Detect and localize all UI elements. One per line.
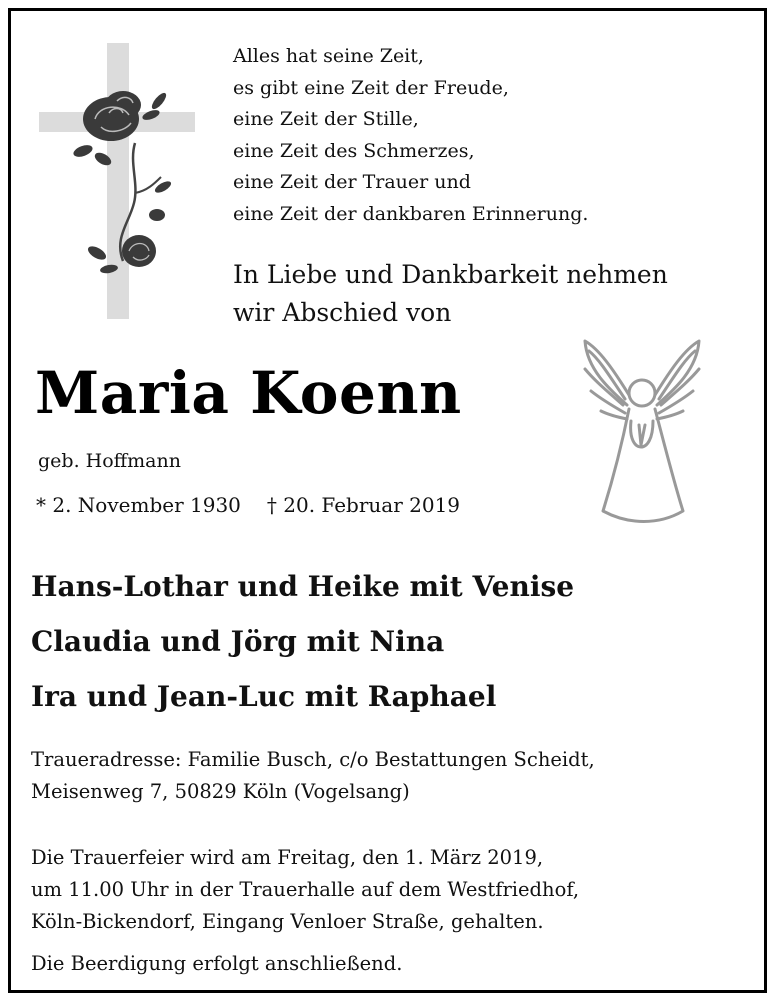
- address-line: Traueradresse: Familie Busch, c/o Bestattungen Scheidt,: [31, 748, 595, 771]
- mourner-line: Claudia und Jörg mit Nina: [31, 625, 445, 658]
- ceremony-line: Köln-Bickendorf, Eingang Venloer Straße, gehalten.: [31, 910, 544, 933]
- ceremony-line: um 11.00 Uhr in der Trauerhalle auf dem Westfriedhof,: [31, 878, 580, 901]
- ceremony-info: [31, 842, 579, 938]
- deceased-name: Maria Koenn: [35, 359, 462, 427]
- poem-line: Alles hat seine Zeit,: [233, 45, 424, 67]
- obituary-frame: [8, 8, 767, 993]
- ceremony-line: Die Trauerfeier wird am Freitag, den 1. März 2019,: [31, 846, 544, 869]
- burial-info: Die Beerdigung erfolgt anschließend.: [31, 952, 403, 975]
- mourner-line: Ira und Jean-Luc mit Raphael: [31, 680, 497, 713]
- life-dates: [36, 493, 460, 517]
- cross-with-roses-icon: [39, 43, 199, 319]
- mourning-address: [31, 744, 595, 808]
- birth-date: * 2. November 1930: [36, 493, 241, 517]
- mourners-list: [31, 559, 574, 724]
- praying-angel-icon: [579, 329, 705, 529]
- poem: [233, 41, 588, 230]
- poem-line: es gibt eine Zeit der Freude,: [233, 76, 509, 99]
- mourner-line: Hans-Lothar und Heike mit Venise: [31, 570, 575, 603]
- address-line: Meisenweg 7, 50829 Köln (Vogelsang): [31, 780, 410, 803]
- farewell-intro: [233, 256, 668, 332]
- poem-line: eine Zeit der dankbaren Erinnerung.: [233, 202, 589, 225]
- poem-line: eine Zeit des Schmerzes,: [233, 139, 475, 162]
- poem-line: eine Zeit der Stille,: [233, 108, 419, 130]
- intro-line: In Liebe und Dankbarkeit nehmen: [233, 260, 668, 289]
- death-date: † 20. Februar 2019: [266, 493, 461, 517]
- intro-line: wir Abschied von: [233, 298, 452, 327]
- poem-line: eine Zeit der Trauer und: [233, 171, 471, 193]
- maiden-name: geb. Hoffmann: [38, 450, 181, 472]
